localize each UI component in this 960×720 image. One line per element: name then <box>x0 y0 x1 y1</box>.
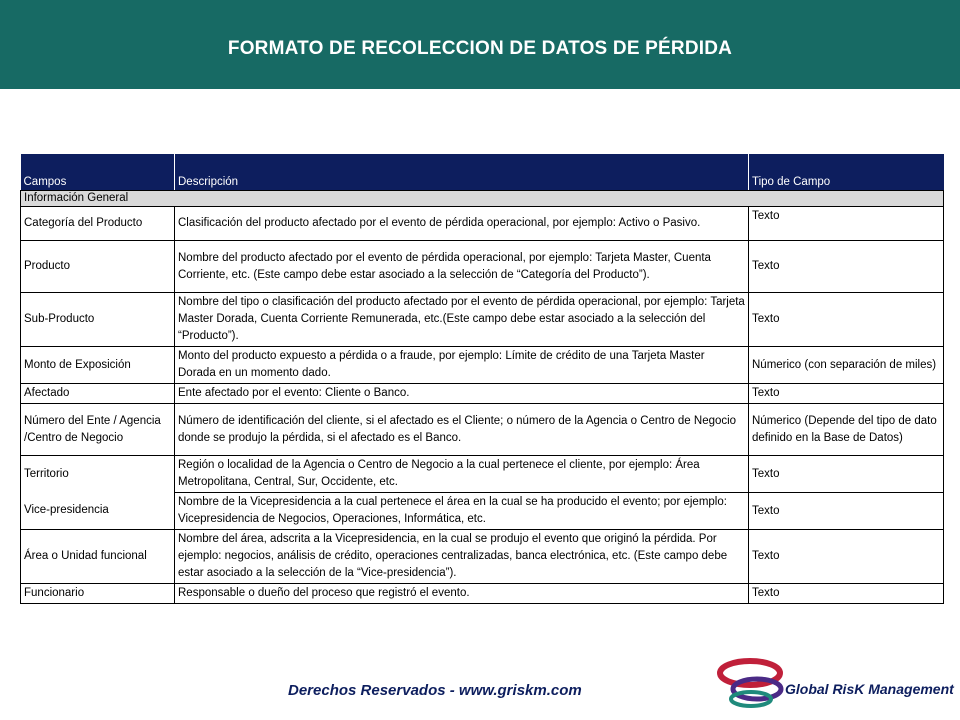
cell-tipo: Texto <box>749 530 944 584</box>
logo-swirl-icon <box>720 661 781 706</box>
cell-tipo: Texto <box>749 456 944 493</box>
cell-campo: Funcionario <box>21 584 175 604</box>
logo-wordmark: Global RisK Management <box>785 681 954 697</box>
cell-descripcion: Nombre de la Vicepresidencia a la cual pertenece el área en la cual se ha producido el evento; por ejemplo: Vicepresidencia de Negocios, Operaciones, Informática, etc. <box>175 493 749 530</box>
cell-campo: Categoría del Producto <box>21 207 175 241</box>
cell-campo: Producto <box>21 241 175 293</box>
data-table-container <box>20 154 943 604</box>
column-header-campos: Campos <box>21 154 175 191</box>
table-row <box>21 207 944 241</box>
cell-descripcion: Región o localidad de la Agencia o Centro de Negocio a la cual pertenece el cliente, por ejemplo: Área Metropolitana, Central, Sur, Occidente, etc. <box>175 456 749 493</box>
cell-tipo: Texto <box>749 293 944 347</box>
table-row <box>21 293 944 347</box>
column-header-tipo: Tipo de Campo <box>749 154 944 191</box>
cell-descripcion: Responsable o dueño del proceso que registró el evento. <box>175 584 749 604</box>
cell-descripcion: Monto del producto expuesto a pérdida o a fraude, por ejemplo: Límite de crédito de una Tarjeta Master Dorada en un momento dado. <box>175 347 749 384</box>
table-row <box>21 347 944 384</box>
table-row <box>21 456 944 493</box>
cell-campo: Número del Ente / Agencia /Centro de Negocio <box>21 404 175 456</box>
table-row <box>21 584 944 604</box>
table-row <box>21 404 944 456</box>
cell-tipo: Texto <box>749 493 944 530</box>
cell-tipo: Texto <box>749 384 944 404</box>
cell-campo: Monto de Exposición <box>21 347 175 384</box>
section-label: Información General <box>21 191 944 207</box>
cell-descripcion: Nombre del área, adscrita a la Vicepresidencia, en la cual se produjo el evento que originó la pérdida. Por ejemplo: negocios, análisis de crédito, operaciones centralizadas, banca electrónica, etc. (Este campo debe estar asociado a la selección de la “Vice-presidencia”). <box>175 530 749 584</box>
page-title: FORMATO DE RECOLECCION DE DATOS DE PÉRDIDA <box>227 37 733 59</box>
cell-campo: Área o Unidad funcional <box>21 530 175 584</box>
table-row <box>21 241 944 293</box>
cell-descripcion: Número de identificación del cliente, si el afectado es el Cliente; o número de la Agencia o Centro de Negocio donde se produjo la pérdida, si el afectado es el Banco. <box>175 404 749 456</box>
column-header-descripcion: Descripción <box>175 154 749 191</box>
table-row <box>21 530 944 584</box>
cell-descripcion: Clasificación del producto afectado por el evento de pérdida operacional, por ejemplo: Activo o Pasivo. <box>175 207 749 241</box>
cell-tipo: Texto <box>749 584 944 604</box>
cell-campo: Afectado <box>21 384 175 404</box>
cell-descripcion: Nombre del tipo o clasificación del producto afectado por el evento de pérdida operacional, por ejemplo: Tarjeta Master Dorada, Cuenta Corriente Remunerada, etc.(Este campo debe estar asociado a la selección del “Producto”). <box>175 293 749 347</box>
title-banner <box>0 0 960 89</box>
cell-campo: Sub-Producto <box>21 293 175 347</box>
copyright-text: Derechos Reservados - www.griskm.com <box>288 682 582 699</box>
cell-tipo: Texto <box>749 207 944 241</box>
cell-tipo: Texto <box>749 241 944 293</box>
cell-descripcion: Ente afectado por el evento: Cliente o Banco. <box>175 384 749 404</box>
cell-campo: Territorio <box>21 456 175 493</box>
cell-descripcion: Nombre del producto afectado por el evento de pérdida operacional, por ejemplo: Tarjeta Master, Cuenta Corriente, etc. (Este campo debe estar asociado a la selección de “Categoría del Producto”). <box>175 241 749 293</box>
cell-campo: Vice-presidencia <box>21 493 175 530</box>
table-row <box>21 493 944 530</box>
table-header-row <box>21 154 944 191</box>
loss-data-table <box>20 154 944 604</box>
cell-tipo: Númerico (Depende del tipo de dato definido en la Base de Datos) <box>749 404 944 456</box>
table-row <box>21 384 944 404</box>
cell-tipo: Númerico (con separación de miles) <box>749 347 944 384</box>
section-row <box>21 191 944 207</box>
